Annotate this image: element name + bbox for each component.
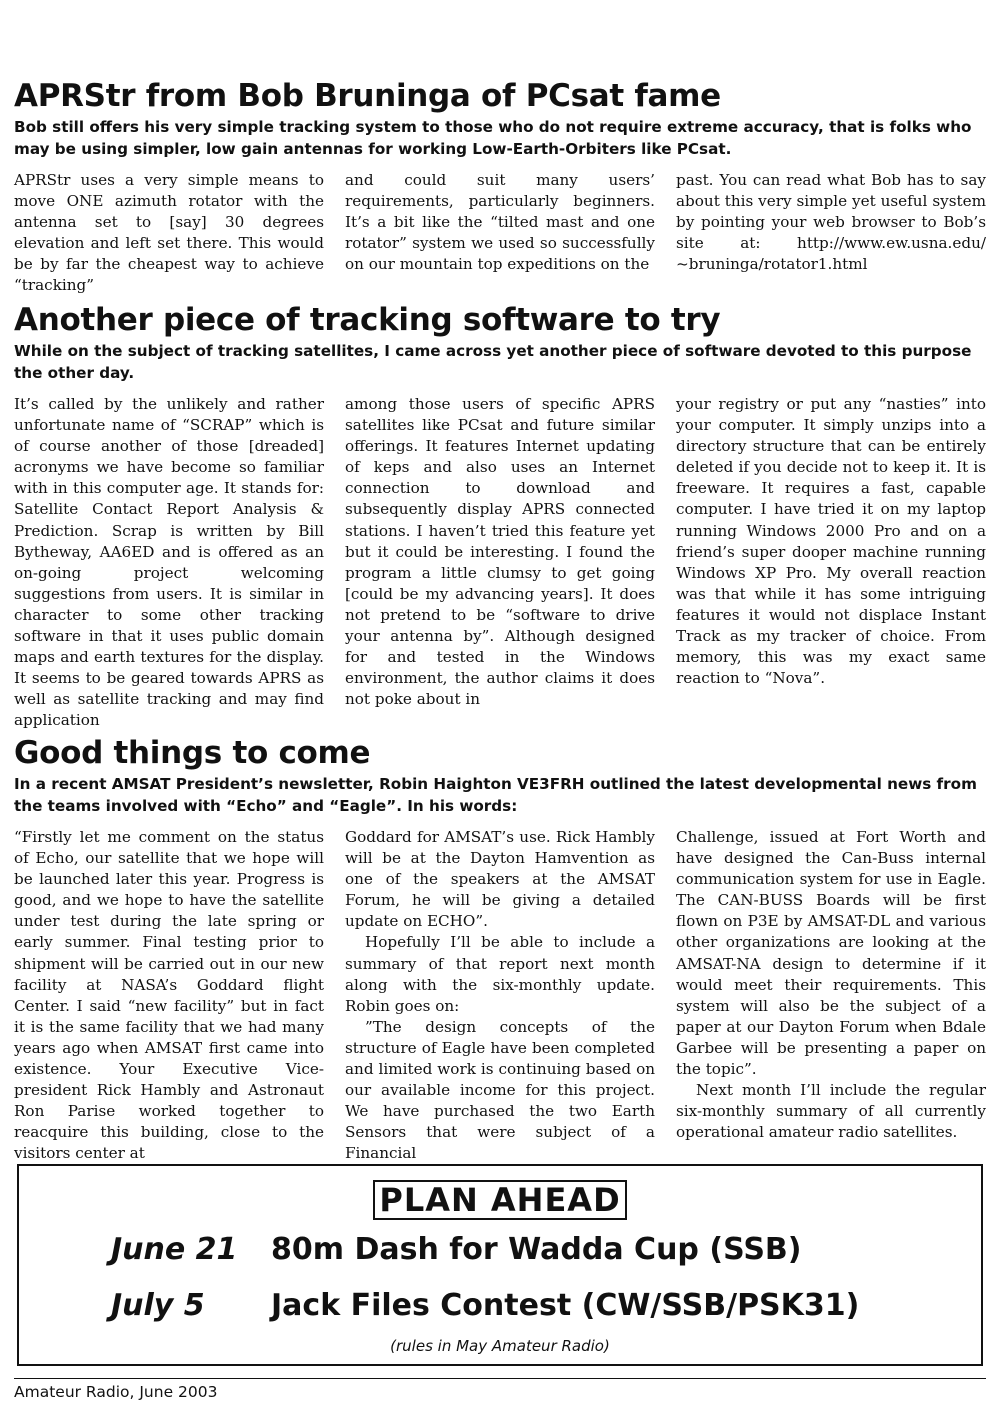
paragraph: Challenge, issued at Fort Worth and have designed the Can-Buss internal communication system for use in Eagle. The CAN-BUSS Boards will be first flown on P3E by AMSAT-DL and various other organizations are looking at the AMSAT-NA design to determine if it would meet their requirements. This system will also be the subject of a paper at our Dayton Forum when Bdale Garbee will be presenting a paper on the topic”.: [676, 828, 986, 1079]
article-aprstr: [14, 78, 988, 295]
paragraph: and could suit many users’ requirements, particularly beginners. It’s a bit like the “tilted mast and one rotator” system we used so successfully on our mountain top expeditions on the: [345, 171, 655, 274]
paragraph: Hopefully I’ll be able to include a summary of that report next month along with the six-monthly update. Robin goes on:: [345, 933, 655, 1015]
event-name: Jack Files Contest (CW/SSB/PSK31): [271, 1288, 860, 1323]
article-standfirst: Bob still offers his very simple tracking system to those who do not require extreme accuracy, that is folks who may be using simpler, low gain antennas for working Low-Earth-Orbiters like PCsat.: [14, 118, 972, 158]
plan-ahead-note: (rules in May Amateur Radio): [390, 1337, 610, 1355]
footer-divider: [14, 1378, 986, 1379]
article-standfirst: While on the subject of tracking satellites, I came across yet another piece of software devoted to this purpose the other day.: [14, 342, 972, 382]
event-name: 80m Dash for Wadda Cup (SSB): [271, 1232, 802, 1267]
paragraph: your registry or put any “nasties” into your computer. It simply unzips into a directory structure that can be entirely deleted if you decide not to keep it. It is freeware. It requires a fast, capable computer. I have tried it on my laptop running Windows 2000 Pro and on a friend’s super dooper machine running Windows XP Pro. My overall reaction was that while it has some intriguing features it would not displace Instant Track as my tracker of choice. From memory, this was my exact same reaction to “Nova”.: [676, 395, 986, 688]
event-date: June 21: [111, 1232, 238, 1267]
plan-ahead-title-wrap: [19, 1180, 981, 1220]
text-column-1: [14, 827, 324, 1165]
text-column-1: [14, 170, 324, 297]
paragraph: ”The design concepts of the structure of Eagle have been completed and limited work is continuing based on our available income for this project. We have purchased the two Earth Sensors that were subject of a Financial: [345, 1017, 655, 1163]
paragraph: It’s called by the unlikely and rather unfortunate name of “SCRAP” which is of course another of those [dreaded] acronyms we have become so familiar with in this computer age. It stands for: Satellite Contact Report Analysis & Prediction. Scrap is written by Bill Bytheway, AA6ED and is offered as an on-going project welcoming suggestions from users. It is similar in character to some other tracking software in that it uses public domain maps and earth textures for the display. It seems to be geared towards APRS as well as satellite tracking and may find application: [14, 395, 324, 730]
text-column-3: [676, 394, 986, 689]
event-date: July 5: [111, 1288, 205, 1323]
article-good-things: [14, 735, 988, 1163]
article-headline: Good things to come: [14, 735, 371, 771]
text-column-2: [345, 394, 655, 710]
plan-ahead-box: [17, 1164, 983, 1366]
article-standfirst: In a recent AMSAT President’s newsletter, Robin Haighton VE3FRH outlined the latest developmental news from the teams involved with “Echo” and “Eagle”. In his words:: [14, 775, 977, 815]
page-footer: Amateur Radio, June 2003: [14, 1383, 218, 1401]
article-columns: [14, 827, 988, 1163]
text-column-2: [345, 827, 655, 1165]
paragraph: past. You can read what Bob has to say about this very simple yet useful system by pointing your web browser to Bob’s site at: http://www.ew.usna.edu/ ~bruninga/rotator1.html: [676, 171, 986, 274]
text-column-1: [14, 394, 324, 732]
article-columns: [14, 394, 988, 730]
text-column-2: [345, 170, 655, 275]
article-headline: Another piece of tracking software to try: [14, 302, 721, 338]
event-row: [111, 1288, 859, 1324]
text-column-3: [676, 827, 986, 1143]
event-row: [111, 1232, 802, 1268]
paragraph: “Firstly let me comment on the status of Echo, our satellite that we hope will be launched later this year. Progress is good, and we hope to have the satellite under test during the late spring or early summer. Final testing prior to shipment will be carried out in our new facility at NASA’s Goddard flight Center. I said “new facility” but in fact it is the same facility that we had many years ago when AMSAT first came into existence. Your Executive Vice-president Rick Hambly and Astronaut Ron Parise worked together to reacquire this building, close to the visitors center at: [14, 828, 324, 1163]
plan-ahead-title: PLAN AHEAD: [373, 1180, 626, 1220]
paragraph: Goddard for AMSAT’s use. Rick Hambly will be at the Dayton Hamvention as one of the speakers at the AMSAT Forum, he will be giving a detailed update on ECHO”.: [345, 828, 655, 931]
article-columns: [14, 170, 988, 295]
article-headline: APRStr from Bob Bruninga of PCsat fame: [14, 78, 721, 114]
paragraph: among those users of specific APRS satellites like PCsat and future similar offerings. It features Internet updating of keps and also uses an Internet connection to download and subsequently display APRS connected stations. I haven’t tried this feature yet but it could be interesting. I found the program a little clumsy to get going [could be my advancing years]. It does not pretend to be “software to drive your antenna by”. Although designed for and tested in the Windows environment, the author claims it does not poke about in: [345, 395, 655, 709]
paragraph: APRStr uses a very simple means to move ONE azimuth rotator with the antenna set to [say] 30 degrees elevation and left set there. This would be by far the cheapest way to achieve “tracking”: [14, 171, 324, 295]
paragraph: Next month I’ll include the regular six-monthly summary of all currently operational amateur radio satellites.: [676, 1081, 986, 1142]
text-column-3: [676, 170, 986, 275]
article-tracking-software: [14, 302, 988, 730]
